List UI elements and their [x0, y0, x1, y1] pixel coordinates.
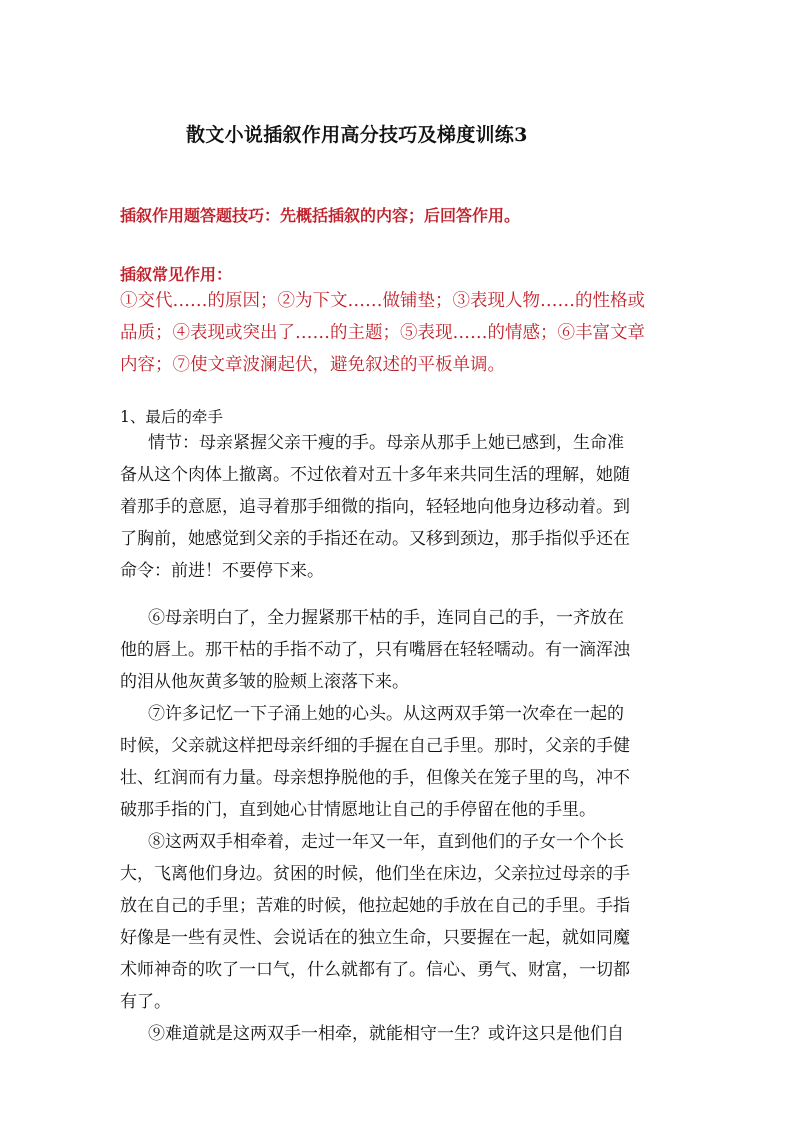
- story-text: [120, 602, 680, 1050]
- paragraph-line: 大，飞离他们身边。贫困的时候，他们坐在床边，父亲拉过母亲的手: [120, 864, 630, 884]
- paragraph-line: 备从这个肉体上撤离。不过依着对五十多年来共同生活的理解，她随: [120, 465, 630, 485]
- paragraph-line: ⑦许多记忆一下子涌上她的心头。从这两双手第一次牵在一起的: [148, 704, 624, 724]
- paragraph-line: 放在自己的手里；苦难的时候，他拉起她的手放在自己的手里。手指: [120, 896, 630, 916]
- paragraph-line: ⑥母亲明白了，全力握紧那干枯的手，连同自己的手，一齐放在: [148, 608, 624, 628]
- paragraph-line: 破那手指的门，直到她心甘情愿地让自己的手停留在他的手里。: [120, 800, 596, 820]
- paragraph-line: 有了。: [120, 992, 171, 1012]
- uses-line: 品质；④表现或突出了……的主题；⑤表现……的情感；⑥丰富文章: [120, 323, 645, 343]
- paragraph-line: 壮、红润而有力量。母亲想挣脱他的手，但像关在笼子里的鸟，冲不: [120, 768, 630, 788]
- paragraph-line: 他的唇上。那干枯的手指不动了，只有嘴唇在轻轻嚅动。有一滴浑浊: [120, 640, 630, 660]
- uses-line: ①交代……的原因；②为下文……做铺垫；③表现人物……的性格或: [120, 291, 645, 311]
- uses-line: 内容；⑦使文章波澜起伏，避免叙述的平板单调。: [120, 355, 505, 375]
- paragraph-line: 情节：母亲紧握父亲干瘦的手。母亲从那手上她已感到，生命准: [148, 433, 624, 453]
- paragraph-line: 的泪从他灰黄多皱的脸颊上滚落下来。: [120, 672, 409, 692]
- paragraph-line: 术师神奇的吹了一口气，什么就都有了。信心、勇气、财富，一切都: [120, 960, 630, 980]
- paragraph-line: 了胸前，她感觉到父亲的手指还在动。又移到颈边，那手指似乎还在: [120, 529, 630, 549]
- document-title: 散文小说插叙作用高分技巧及梯度训练3: [186, 124, 528, 146]
- paragraph-line: 好像是一些有灵性、会说话在的独立生命，只要握在一起，就如同魔: [120, 928, 630, 948]
- paragraph-line: ⑨难道就是这两双手一相牵，就能相守一生？或许这只是他们自: [148, 1024, 624, 1044]
- paragraph-line: 时候，父亲就这样把母亲纤细的手握在自己手里。那时，父亲的手健: [120, 736, 630, 756]
- paragraph-line: ⑧这两双手相牵着，走过一年又一年，直到他们的子女一个个长: [148, 832, 624, 852]
- section-title: 1、最后的牵手: [120, 408, 223, 426]
- plot-summary: [120, 427, 680, 587]
- uses-heading: 插叙常见作用：: [120, 265, 233, 284]
- answer-tip: 插叙作用题答题技巧：先概括插叙的内容；后回答作用。: [120, 206, 521, 225]
- paragraph-line: 着那手的意愿，追寻着那手细微的指向，轻轻地向他身边移动着。到: [120, 497, 630, 517]
- paragraph-line: 命令：前进！不要停下来。: [120, 561, 324, 581]
- uses-list: [120, 285, 680, 381]
